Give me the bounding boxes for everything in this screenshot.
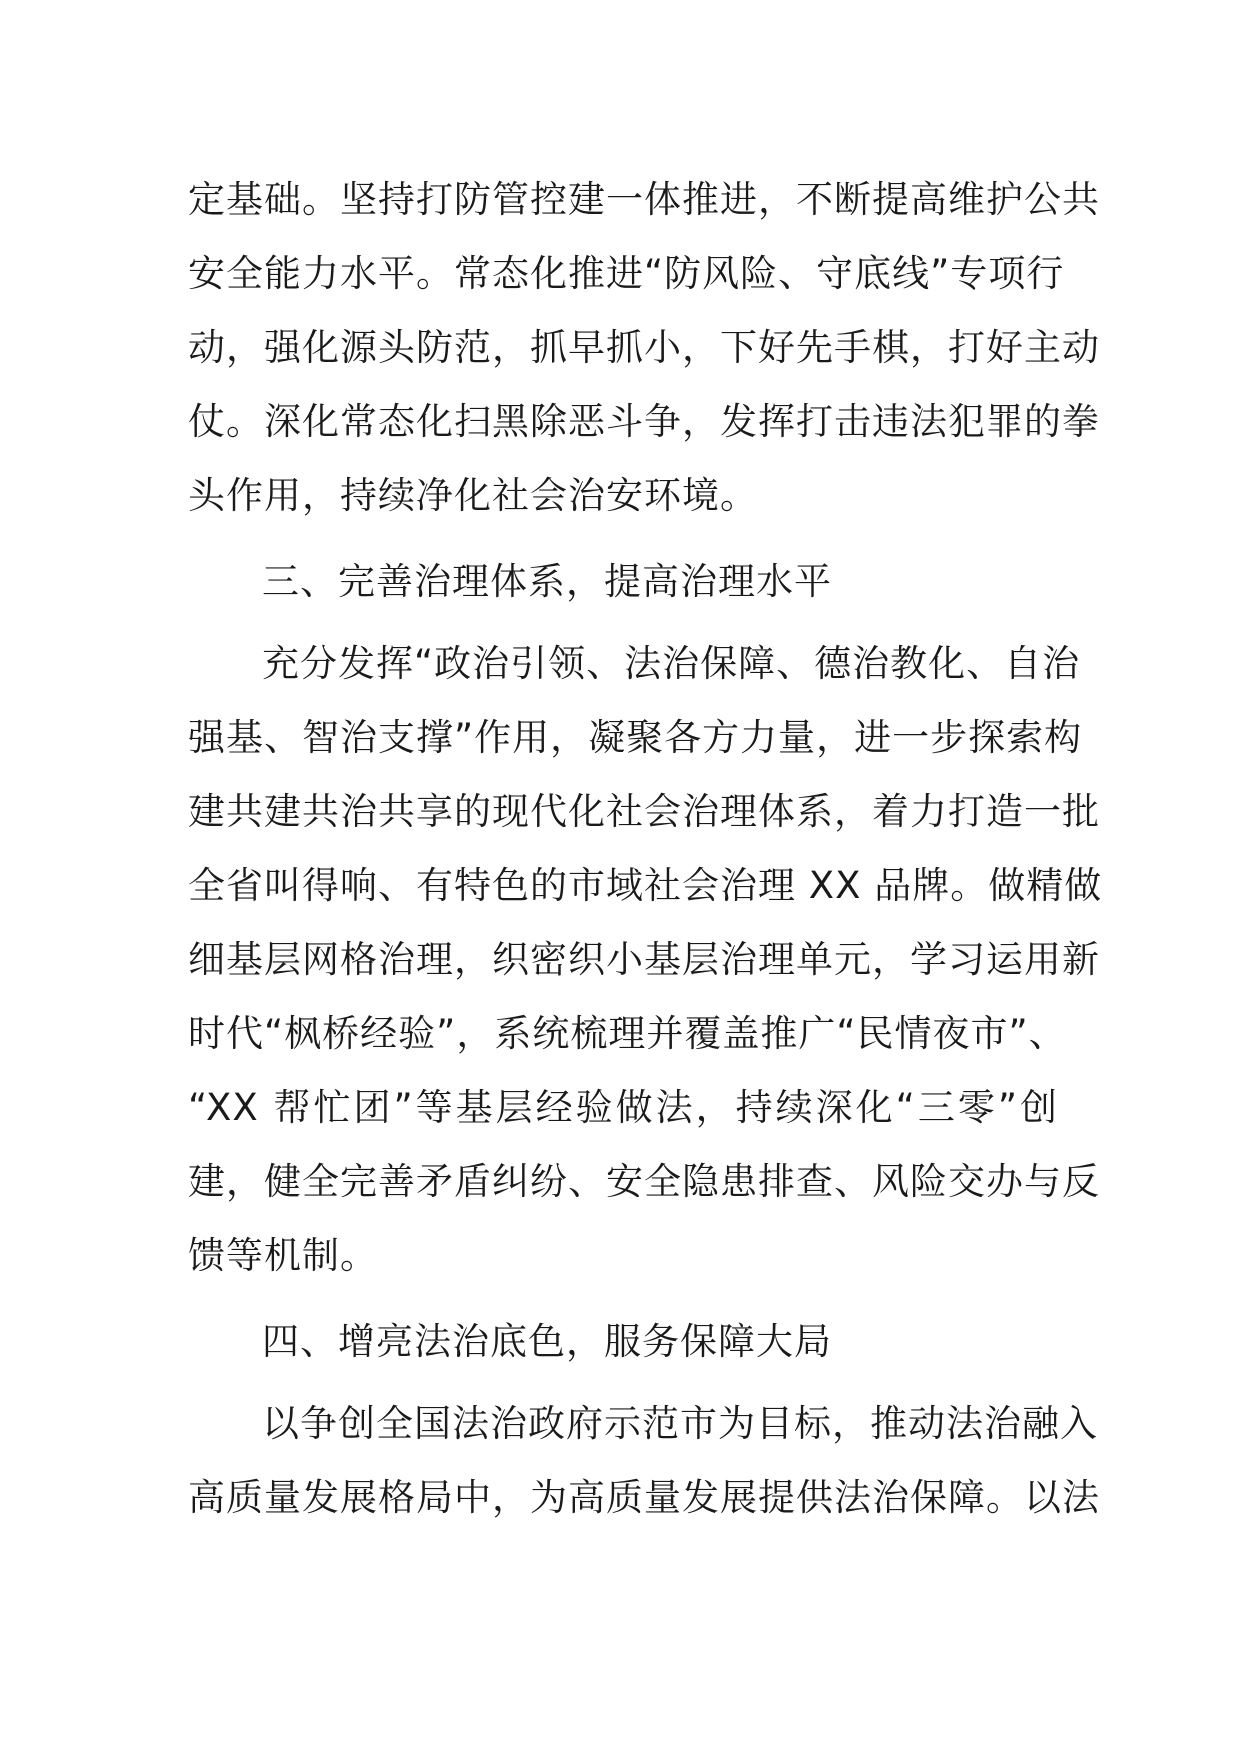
text-line: 强基、智治支撑”作用，凝聚各方力量，进一步探索构 [188, 716, 1083, 759]
section-heading-3 [188, 545, 1058, 619]
text-line: 高质量发展格局中，为高质量发展提供法治保障。以法 [188, 1476, 1100, 1519]
heading-text: 三、完善治理体系，提高治理水平 [262, 560, 832, 603]
text-line: 动，强化源头防范，抓早抓小，下好先手棋，打好主动 [188, 326, 1100, 369]
text-line: 建，健全完善矛盾纠纷、安全隐患排查、风险交办与反 [188, 1160, 1100, 1203]
text-line: 全省叫得响、有特色的市域社会治理 XX 品牌。做精做 [188, 864, 1103, 907]
text-line: 以争创全国法治政府示范市为目标，推动法治融入 [262, 1402, 1098, 1445]
document-body [188, 163, 1103, 1535]
text-line: 仗。深化常态化扫黑除恶斗争，发挥打击违法犯罪的拳 [188, 400, 1100, 443]
text-line: 细基层网格治理，织密织小基层治理单元，学习运用新 [188, 938, 1100, 981]
text-line: 建共建共治共享的现代化社会治理体系，着力打造一批 [188, 790, 1100, 833]
text-line: 馈等机制。 [188, 1234, 378, 1277]
text-line: 充分发挥“政治引领、法治保障、德治教化、自治 [262, 642, 1081, 685]
section-heading-4 [188, 1305, 1058, 1379]
text-line: “XX 帮忙团”等基层经验做法，持续深化“三零”创 [188, 1086, 1058, 1129]
paragraph-public-security [188, 163, 1100, 533]
text-line: 时代“枫桥经验”，系统梳理并覆盖推广“民情夜市”、 [188, 1012, 1067, 1055]
paragraph-governance-system [188, 627, 1103, 1293]
text-line: 定基础。坚持打防管控建一体推进，不断提高维护公共 [188, 178, 1100, 221]
paragraph-rule-of-law [188, 1387, 1100, 1535]
text-line: 安全能力水平。常态化推进“防风险、守底线”专项行 [188, 252, 1065, 295]
heading-text: 四、增亮法治底色，服务保障大局 [262, 1320, 832, 1363]
text-line: 头作用，持续净化社会治安环境。 [188, 474, 758, 517]
